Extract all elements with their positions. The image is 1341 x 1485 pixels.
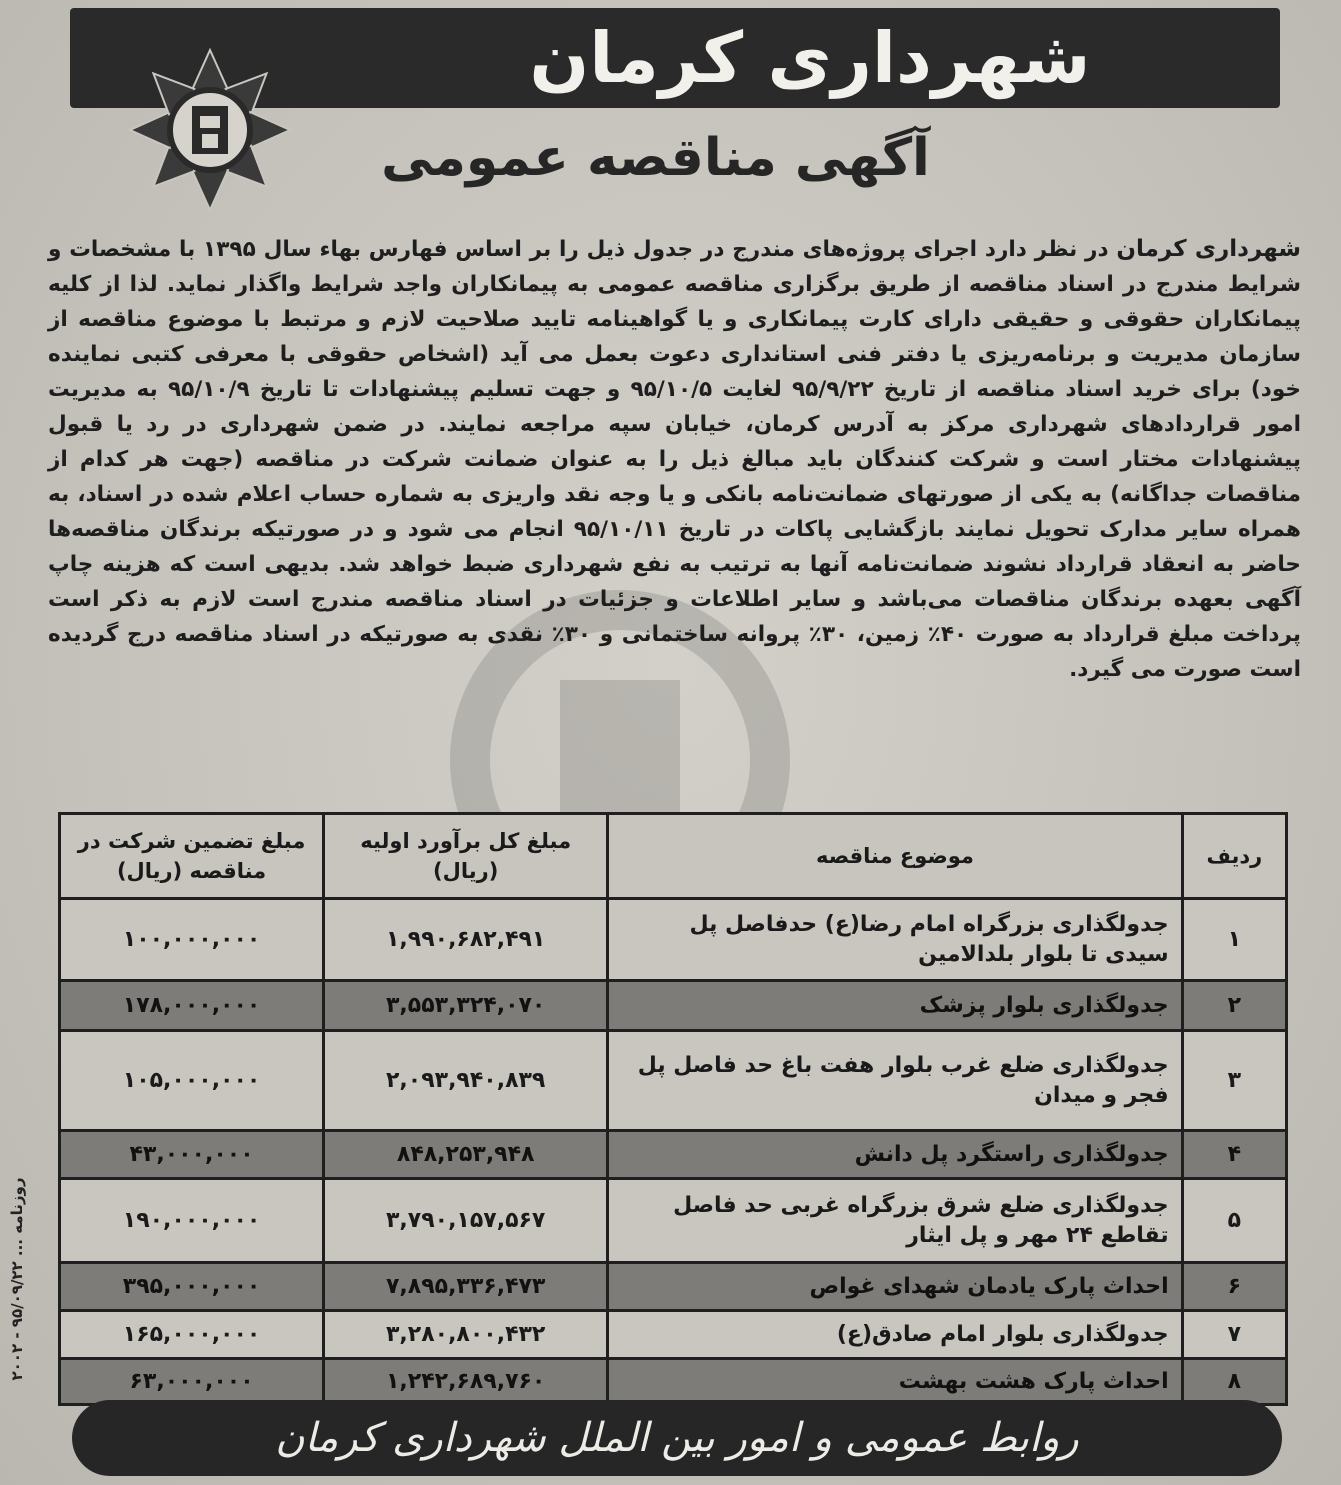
row-estimate: ۸۴۸,۲۵۳,۹۴۸ — [324, 1131, 608, 1179]
row-estimate: ۲,۰۹۳,۹۴۰,۸۳۹ — [324, 1031, 608, 1131]
row-guarantee: ۱۶۵,۰۰۰,۰۰۰ — [60, 1311, 324, 1359]
table-row — [60, 1179, 1287, 1263]
intro-body: در نظر دارد اجرای پروژه‌های مندرج در جدول ذیل را بر اساس فهارس بهاء سال ۱۳۹۵ با مشخصات و شرایط مندرج در اسناد مناقصه از طریق برگزاری مناقصه عمومی به پیمانکاران واجد شرایط واگذار نماید. لذا از کلیه پیمانکاران حقوقی و حقیقی دارای کارت پیمانکاری و یا گواهینامه تایید صلاحیت لازم و مرتبط با موضوع مناقصه از سازمان مدیریت و برنامه‌ریزی یا دفتر فنی استانداری دعوت بعمل می آید (اشخاص حقوقی با معرفی کتبی نماینده خود) برای خرید اسناد مناقصه از تاریخ ۹۵/۹/۲۲ لغایت ۹۵/۱۰/۵ و جهت تسلیم پیشنهادات تا تاریخ ۹۵/۱۰/۹ به مدیریت امور قراردادهای شهرداری مرکز به آدرس کرمان، خیابان سپه مراجعه نمایند. در ضمن شهرداری در رد یا قبول پیشنهادات مختار است و شرکت کنندگان باید مبالغ ذیل را به عنوان ضمانت شرکت در مناقصه (جهت هر کدام از مناقصات جداگانه) به یکی از صورتهای ضمانت‌نامه بانکی و یا وجه نقد واریزی به شماره حساب اعلام شده در اسناد، به همراه سایر مدارک تحویل نمایند بازگشایی پاکات در تاریخ ۹۵/۱۰/۱۱ انجام می شود و در صورتیکه برندگان مناقصه‌ها حاضر به انعقاد قرارداد نشوند ضمانت‌نامه آنها به ترتیب به نفع شهرداری ضبط خواهد شد. بدیهی است که هزینه چاپ آگهی بعهده برندگان مناقصات می‌باشد و سایر اطلاعات و جزئیات در اسناد مناقصه مندرج است لازم به ذکر است پرداخت مبلغ قرارداد به صورت ۴۰٪ زمین، ۳۰٪ پروانه ساختمانی و ۳۰٪ نقدی به صورتیکه در اسناد مناقصه درج گردیده است صورت می گیرد. — [48, 237, 1301, 682]
row-subject: جدولگذاری بلوار پزشک — [608, 981, 1182, 1031]
side-publication-note — [2, 1140, 28, 1430]
intro-lead: شهرداری کرمان — [1116, 236, 1301, 262]
footer-banner — [72, 1400, 1282, 1476]
intro-paragraph — [48, 232, 1301, 792]
row-estimate: ۳,۲۸۰,۸۰۰,۴۳۲ — [324, 1311, 608, 1359]
footer-signature: روابط عمومی و امور بین الملل شهرداری کرمان — [275, 1415, 1079, 1461]
table-row — [60, 981, 1287, 1031]
row-subject: احداث پارک یادمان شهدای غواص — [608, 1263, 1182, 1311]
header-estimate: مبلغ کل برآورد اولیه (ریال) — [324, 814, 608, 899]
row-guarantee: ۳۹۵,۰۰۰,۰۰۰ — [60, 1263, 324, 1311]
table-row — [60, 1031, 1287, 1131]
row-estimate: ۱,۹۹۰,۶۸۲,۴۹۱ — [324, 899, 608, 981]
table-row — [60, 1311, 1287, 1359]
row-guarantee: ۴۳,۰۰۰,۰۰۰ — [60, 1131, 324, 1179]
table-row — [60, 1263, 1287, 1311]
row-guarantee: ۱۷۸,۰۰۰,۰۰۰ — [60, 981, 324, 1031]
row-guarantee: ۱۰۵,۰۰۰,۰۰۰ — [60, 1031, 324, 1131]
header-subject: موضوع مناقصه — [608, 814, 1182, 899]
row-number: ۶ — [1182, 1263, 1286, 1311]
row-number: ۸ — [1182, 1359, 1286, 1405]
row-estimate: ۳,۷۹۰,۱۵۷,۵۶۷ — [324, 1179, 608, 1263]
row-guarantee: ۶۳,۰۰۰,۰۰۰ — [60, 1359, 324, 1405]
row-estimate: ۱,۲۴۲,۶۸۹,۷۶۰ — [324, 1359, 608, 1405]
row-subject: جدولگذاری راستگرد پل دانش — [608, 1131, 1182, 1179]
side-note-text: روزنامه ... ۹۵/۰۹/۲۲ - ۲۰۰۲ — [8, 1177, 26, 1381]
row-number: ۱ — [1182, 899, 1286, 981]
header-guarantee: مبلغ تضمین شرکت در مناقصه (ریال) — [60, 814, 324, 899]
row-number: ۷ — [1182, 1311, 1286, 1359]
page-title: شهرداری کرمان — [529, 17, 1091, 99]
row-guarantee: ۱۹۰,۰۰۰,۰۰۰ — [60, 1179, 324, 1263]
table-header-row — [60, 814, 1287, 899]
table-row — [60, 1131, 1287, 1179]
notice-subtitle: آگهی مناقصه عمومی — [381, 128, 930, 188]
header-row-number: ردیف — [1182, 814, 1286, 899]
row-subject: جدولگذاری بزرگراه امام رضا(ع) حدفاصل پل سیدی تا بلوار بلدالامین — [608, 899, 1182, 981]
row-subject: احداث پارک هشت بهشت — [608, 1359, 1182, 1405]
table-row — [60, 1359, 1287, 1405]
row-number: ۳ — [1182, 1031, 1286, 1131]
tender-table — [58, 812, 1288, 1406]
row-subject: جدولگذاری ضلع غرب بلوار هفت باغ حد فاصل پل فجر و میدان — [608, 1031, 1182, 1131]
row-number: ۵ — [1182, 1179, 1286, 1263]
row-estimate: ۷,۸۹۵,۳۳۶,۴۷۳ — [324, 1263, 608, 1311]
row-subject: جدولگذاری ضلع شرق بزرگراه غربی حد فاصل تقاطع ۲۴ مهر و پل ایثار — [608, 1179, 1182, 1263]
row-subject: جدولگذاری بلوار امام صادق(ع) — [608, 1311, 1182, 1359]
row-number: ۲ — [1182, 981, 1286, 1031]
row-guarantee: ۱۰۰,۰۰۰,۰۰۰ — [60, 899, 324, 981]
row-number: ۴ — [1182, 1131, 1286, 1179]
row-estimate: ۳,۵۵۳,۳۲۴,۰۷۰ — [324, 981, 608, 1031]
table-row — [60, 899, 1287, 981]
